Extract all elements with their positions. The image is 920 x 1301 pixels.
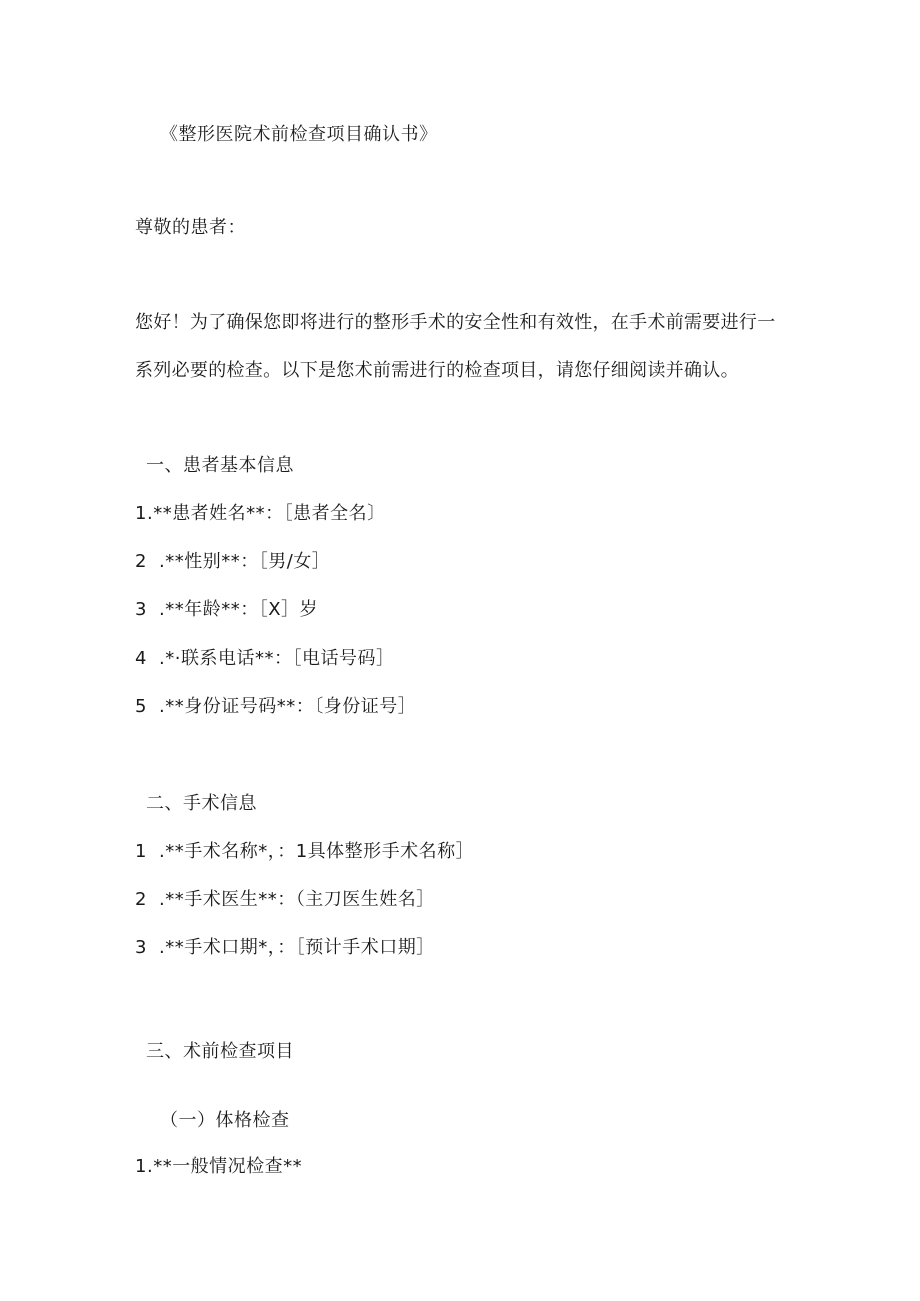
list-item-number: 2 <box>135 889 147 910</box>
list-item <box>135 598 318 622</box>
list-item-number: 3 <box>135 937 147 958</box>
list-item-text: .**性别**：［男/女］ <box>159 551 331 572</box>
list-item-text: .**手术口期*，：［预计手术口期］ <box>159 937 435 958</box>
list-item <box>135 888 435 912</box>
list-item <box>135 550 330 574</box>
list-item-number: 1. <box>135 503 154 524</box>
list-item-number: 4 <box>135 648 147 669</box>
list-item-number: 3 <box>135 599 147 620</box>
list-item-text: .**手术名称*，：1具体整形手术名称］ <box>159 841 475 862</box>
greeting: 尊敬的患者： <box>135 217 246 238</box>
list-item <box>135 936 435 960</box>
intro-paragraph-line-1: 您好！为了确保您即将进行的整形手术的安全性和有效性，在手术前需要进行一 <box>135 312 776 333</box>
list-item <box>135 502 386 526</box>
list-item <box>135 695 416 719</box>
list-item-number: 1 <box>135 841 147 862</box>
list-item-text: .*·联系电话**：［电话号码］ <box>159 648 395 669</box>
intro-paragraph-line-2: 系列必要的检查。以下是您术前需进行的检查项目，请您仔细阅读并确认。 <box>135 360 739 381</box>
list-item-number: 2 <box>135 551 147 572</box>
list-item-text: **一般情况检查** <box>153 1156 303 1177</box>
section-heading-surgery-info: 二、手术信息 <box>146 793 257 814</box>
subsection-heading-physical-exam: （一）体格检查 <box>160 1110 290 1131</box>
list-item <box>135 840 474 864</box>
document-title: 《整形医院术前检查项目确认书》 <box>160 124 438 145</box>
list-item-number: 1. <box>135 1156 154 1177</box>
section-heading-preop-exams: 三、术前检查项目 <box>146 1041 294 1062</box>
section-heading-patient-info: 一、患者基本信息 <box>146 455 294 476</box>
list-item-number: 5 <box>135 696 147 717</box>
list-item-text: .**身份证号码**：〔身份证号］ <box>159 696 417 717</box>
list-item-text: .**年龄**：［X］岁 <box>159 599 319 620</box>
list-item <box>135 647 394 671</box>
list-item-text: **患者姓名**：［患者全名〕 <box>153 503 386 524</box>
list-item-text: .**手术医生**：（主刀医生姓名］ <box>159 889 435 910</box>
list-item <box>135 1155 302 1179</box>
